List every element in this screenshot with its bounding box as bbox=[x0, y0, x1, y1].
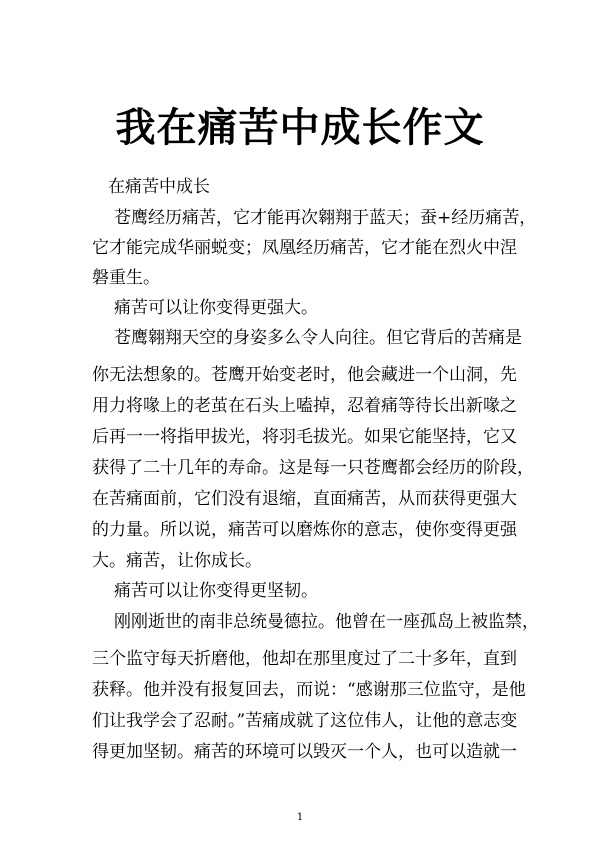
body-line: 三个监守每天折磨他，他却在那里度过了二十多年，直到 bbox=[92, 649, 517, 669]
body-line: 刚刚逝世的南非总统曼德拉。他曾在一座孤岛上被监禁， bbox=[114, 612, 539, 632]
body-line: 在苦痛面前，它们没有退缩，直面痛苦，从而获得更强大 bbox=[92, 489, 517, 509]
body-line: 痛苦可以让你变得更坚韧。 bbox=[114, 581, 318, 601]
body-line: 得更加坚韧。痛苦的环境可以毁灭一个人，也可以造就一 bbox=[92, 742, 517, 762]
page-number: 1 bbox=[296, 812, 304, 823]
body-line: 苍鹰经历痛苦，它才能再次翱翔于蓝天；蚕+经历痛苦， bbox=[114, 208, 537, 228]
body-line: 它才能完成华丽蜕变；凤凰经历痛苦，它才能在烈火中涅 bbox=[92, 238, 517, 258]
body-line: 你无法想象的。苍鹰开始变老时，他会藏进一个山洞，先 bbox=[92, 365, 517, 385]
body-line: 用力将喙上的老茧在石头上嗑掉，忍着痛等待长出新喙之 bbox=[92, 396, 517, 416]
body-line: 痛苦可以让你变得更强大。 bbox=[114, 298, 318, 318]
body-line: 们让我学会了忍耐。”苦痛成就了这位伟人，让他的意志变 bbox=[92, 711, 518, 731]
body-line: 的力量。所以说，痛苦可以磨炼你的意志，使你变得更强 bbox=[92, 520, 517, 540]
body-line: 获得了二十几年的寿命。这是每一只苍鹰都会经历的阶段， bbox=[92, 458, 534, 478]
document-title: 我在痛苦中成长作文 bbox=[115, 104, 485, 151]
body-line: 大。痛苦，让你成长。 bbox=[92, 551, 262, 571]
body-line: 后再一一将指甲拔光，将羽毛拔光。如果它能坚持，它又 bbox=[92, 427, 517, 447]
body-line: 磐重生。 bbox=[92, 268, 160, 288]
body-line: 获释。他并没有报复回去，而说：“感谢那三位监守，是他 bbox=[92, 680, 526, 700]
body-line: 苍鹰翱翔天空的身姿多么令人向往。但它背后的苦痛是 bbox=[114, 328, 522, 348]
body-line: 在痛苦中成长 bbox=[108, 177, 210, 197]
